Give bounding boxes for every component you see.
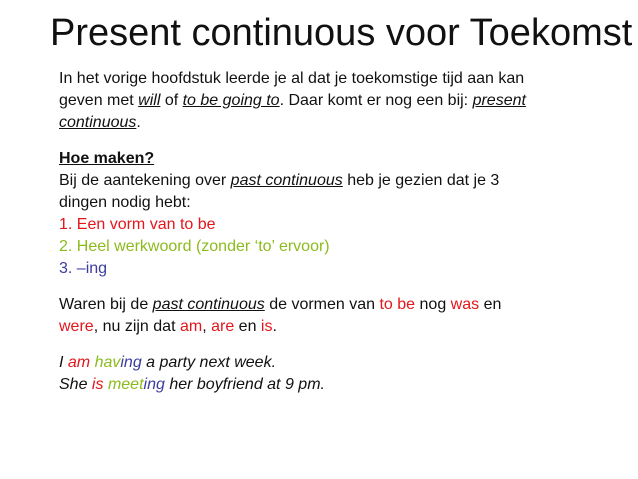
spacer bbox=[59, 338, 629, 352]
slide-title: Present continuous voor Toekomst bbox=[50, 12, 633, 54]
spacer bbox=[59, 280, 629, 294]
waren-text: , bbox=[202, 318, 212, 335]
waren-paragraph bbox=[59, 294, 629, 338]
example-text: her boyfriend at 9 pm. bbox=[164, 376, 325, 393]
term-past-continuous: past continuous bbox=[152, 296, 265, 313]
intro-paragraph bbox=[59, 68, 629, 134]
example-1 bbox=[59, 352, 629, 374]
hoe-line-1 bbox=[59, 170, 629, 192]
waren-text: de vormen van bbox=[264, 296, 380, 313]
term-are: are bbox=[211, 318, 235, 335]
example-verb: hav bbox=[94, 354, 121, 371]
term-past-continuous: past continuous bbox=[230, 172, 343, 189]
slide-body bbox=[59, 68, 629, 396]
hoe-text: Bij de aantekening over bbox=[59, 172, 231, 189]
intro-text: . bbox=[136, 114, 141, 131]
term-am: am bbox=[179, 318, 203, 335]
examples bbox=[59, 352, 629, 396]
term-present: present bbox=[472, 92, 526, 109]
waren-text: nog bbox=[415, 296, 451, 313]
example-be-form: is bbox=[91, 376, 104, 393]
term-to-be: to be bbox=[379, 296, 416, 313]
intro-line-2 bbox=[59, 90, 629, 112]
waren-line-1 bbox=[59, 294, 629, 316]
example-ing: ing bbox=[120, 354, 142, 371]
term-was: was bbox=[450, 296, 480, 313]
waren-line-2 bbox=[59, 316, 629, 338]
term-is: is bbox=[260, 318, 273, 335]
example-ing: ing bbox=[143, 376, 165, 393]
example-2 bbox=[59, 374, 629, 396]
waren-text: en bbox=[234, 318, 261, 335]
waren-text: en bbox=[479, 296, 502, 313]
example-verb: meet bbox=[107, 376, 144, 393]
spacer bbox=[59, 134, 629, 148]
list-item-3: 3. –ing bbox=[59, 260, 108, 277]
waren-text: . bbox=[272, 318, 277, 335]
hoe-section bbox=[59, 148, 629, 280]
intro-line-3 bbox=[59, 112, 629, 134]
hoe-line-2: dingen nodig hebt: bbox=[59, 194, 191, 211]
term-were: were bbox=[59, 318, 94, 335]
hoe-text: heb je gezien dat je 3 bbox=[342, 172, 500, 189]
term-will: will bbox=[138, 92, 161, 109]
example-text: I bbox=[59, 354, 68, 371]
list-item-1: 1. Een vorm van to be bbox=[59, 216, 216, 233]
intro-text: geven met bbox=[59, 92, 139, 109]
hoe-heading: Hoe maken? bbox=[59, 150, 155, 167]
example-text: a party next week. bbox=[141, 354, 277, 371]
waren-text: , nu zijn dat bbox=[93, 318, 180, 335]
term-continuous: continuous bbox=[59, 114, 137, 131]
intro-text: . Daar komt er nog een bij: bbox=[279, 92, 473, 109]
list-item-2: 2. Heel werkwoord (zonder ‘to’ ervoor) bbox=[59, 238, 330, 255]
intro-text: of bbox=[160, 92, 183, 109]
waren-text: Waren bij de bbox=[59, 296, 153, 313]
example-text: She bbox=[59, 376, 92, 393]
example-be-form: am bbox=[67, 354, 91, 371]
intro-line-1: In het vorige hoofdstuk leerde je al dat je toekomstige tijd aan kan bbox=[59, 70, 525, 87]
term-going-to: to be going to bbox=[182, 92, 280, 109]
